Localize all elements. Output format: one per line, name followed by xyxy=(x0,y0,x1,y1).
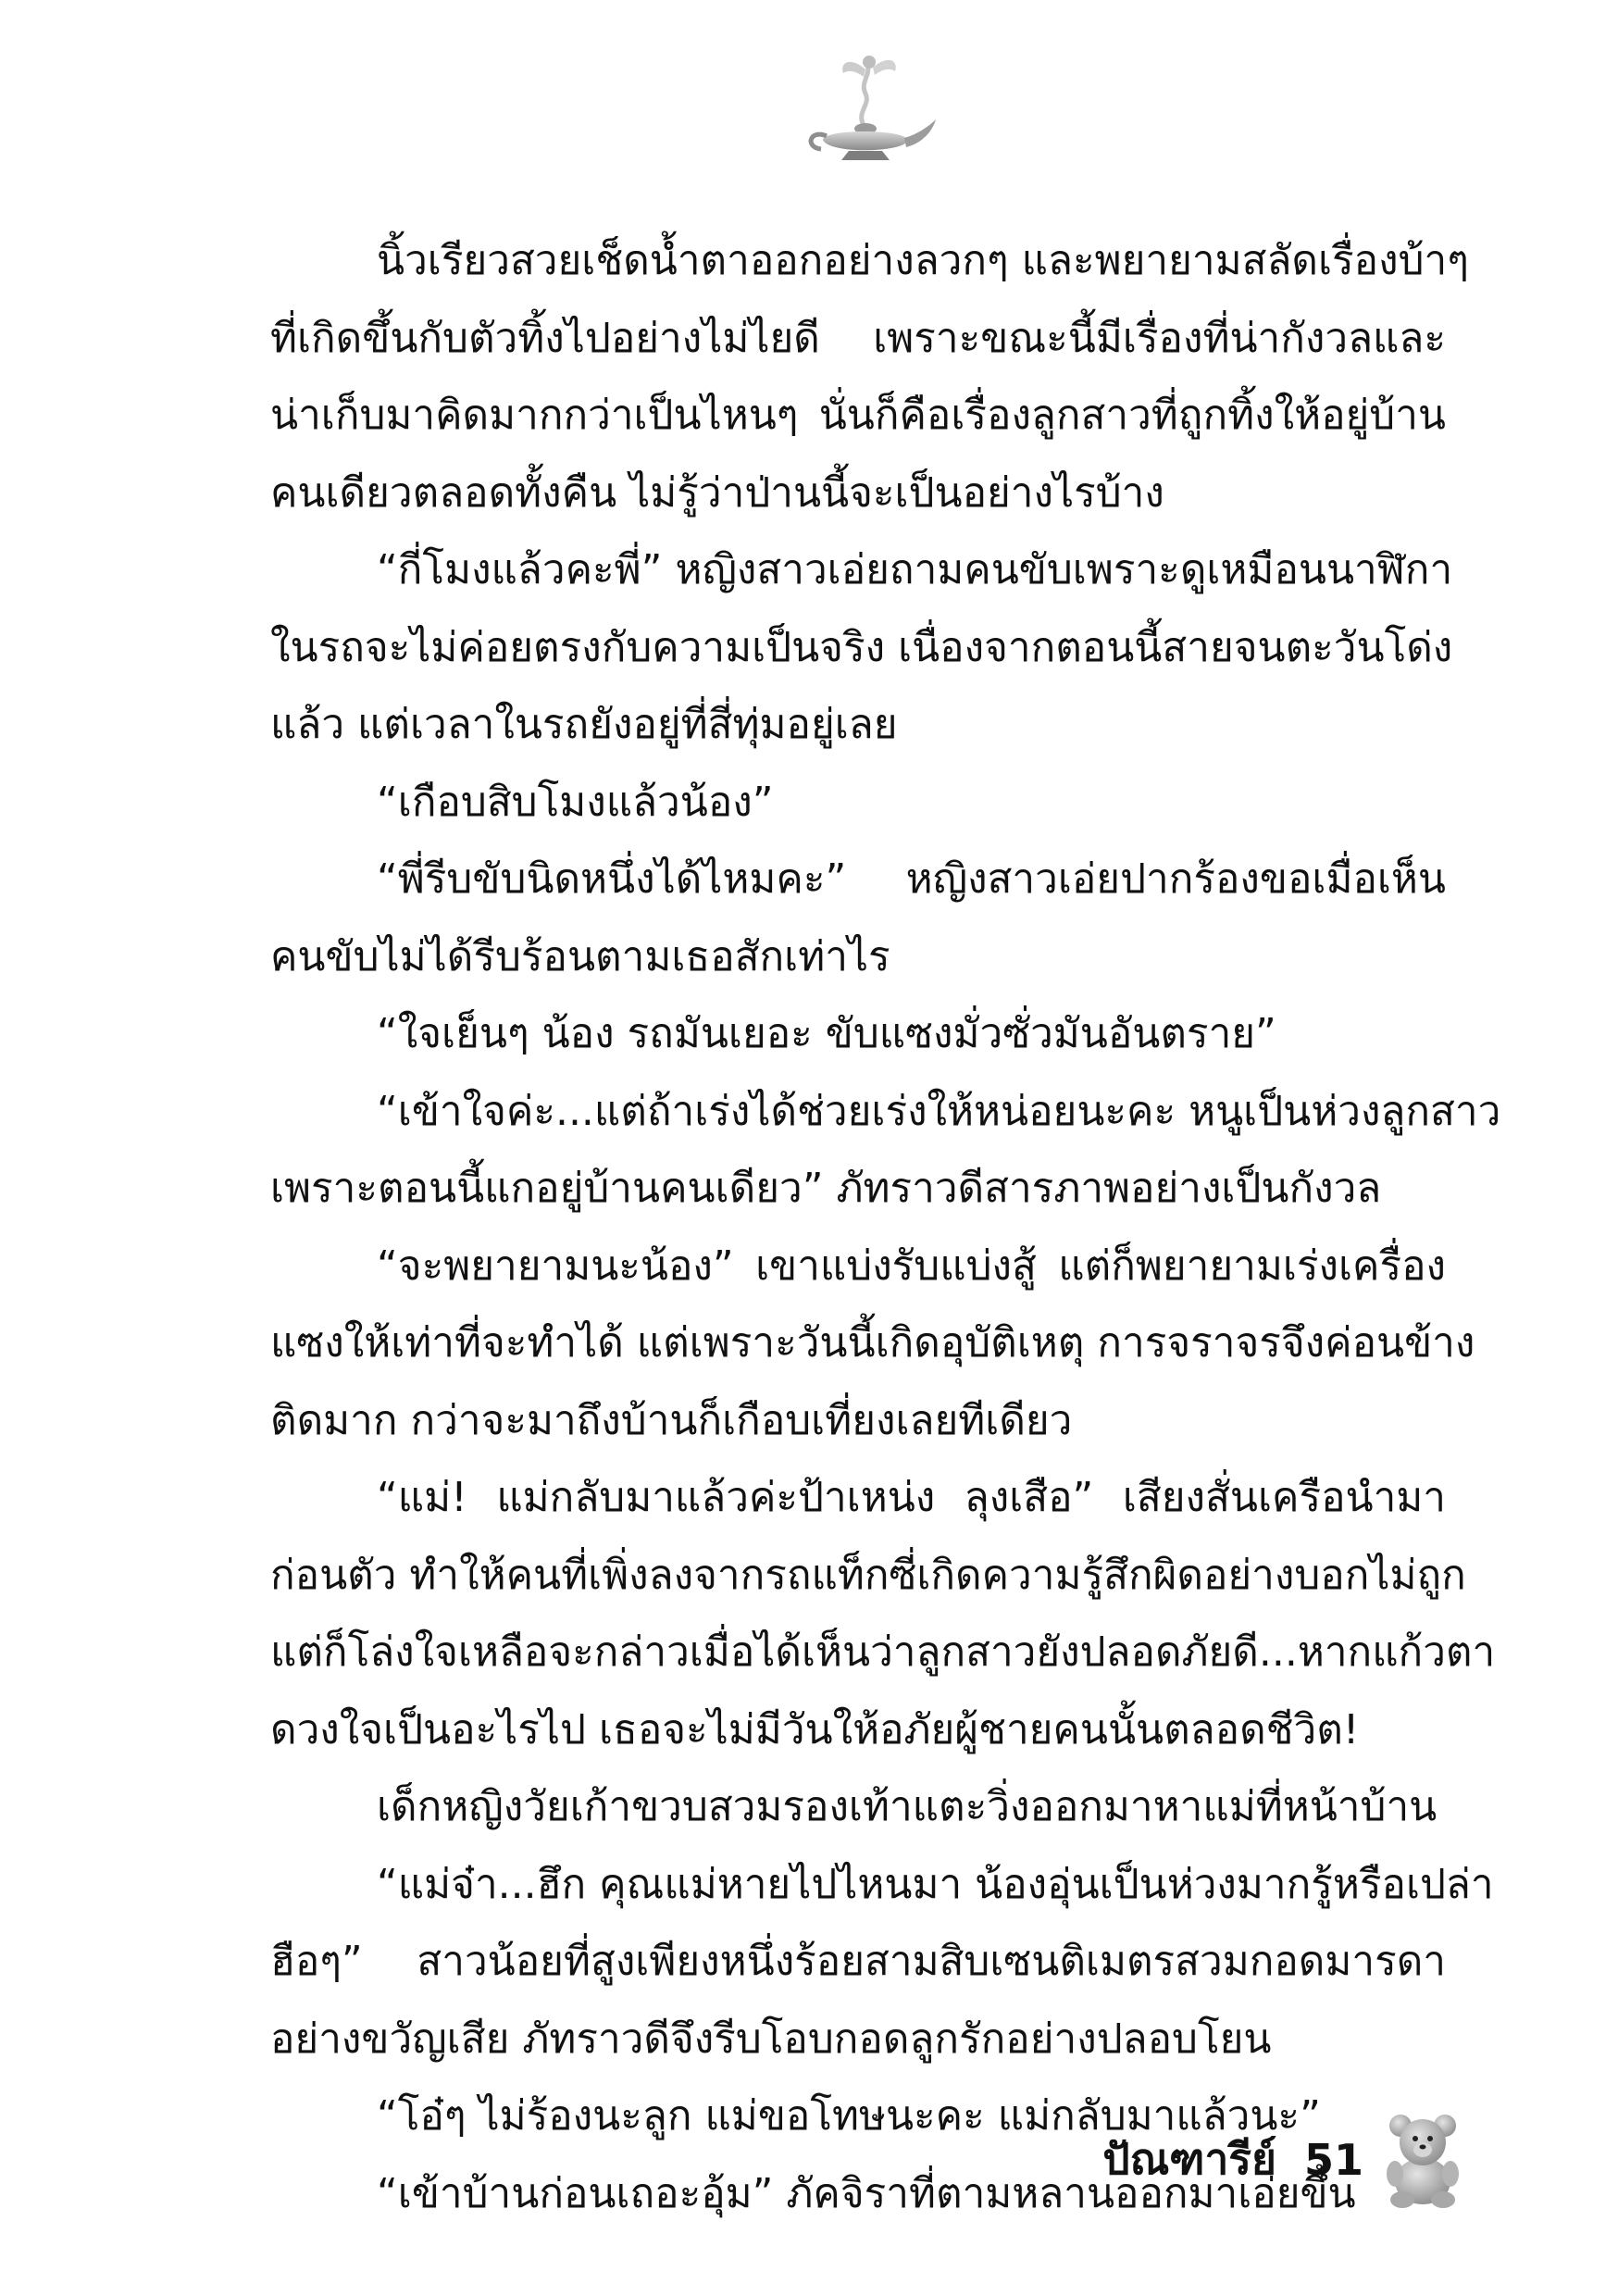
footer-author: ปัณฑารีย์ xyxy=(1102,2134,1276,2184)
genie-lamp-icon xyxy=(791,51,940,167)
body-text xyxy=(270,222,1501,2232)
text-line: ในรถจะไม่ค่อยตรงกับความเป็นจริง เนื่องจากตอนนี้สายจนตะวันโด่ง xyxy=(270,623,1453,671)
text-line: คนขับไม่ได้รีบร้อนตามเธอสักเท่าไร xyxy=(270,932,890,980)
text-line: แซงให้เท่าที่จะทำได้ แต่เพราะวันนี้เกิดอุบัติเหตุ การจราจรจึงค่อนข้าง xyxy=(270,1319,1475,1366)
page-footer xyxy=(1102,2111,1465,2208)
text-line: แล้ว แต่เวลาในรถยังอยู่ที่สี่ทุ่มอยู่เลย xyxy=(270,701,898,748)
text-line: “ใจเย็นๆ น้อง รถมันเยอะ ขับแซงมั่วซั่วมันอันตราย” xyxy=(377,1010,1276,1057)
text-line: ฮือๆ” สาวน้อยที่สูงเพียงหนึ่งร้อยสามสิบเซนติเมตรสวมกอดมารดา xyxy=(270,1938,1446,1985)
text-line: นิ้วเรียวสวยเช็ดน้ำตาออกอย่างลวกๆ และพยายามสลัดเรื่องบ้าๆ xyxy=(377,237,1469,284)
text-line: ก่อนตัว ทำให้คนที่เพิ่งลงจากรถแท็กซี่เกิดความรู้สึกผิดอย่างบอกไม่ถูก xyxy=(270,1551,1466,1599)
text-line: “แม่! แม่กลับมาแล้วค่ะป้าเหน่ง ลุงเสือ” เสียงสั่นเครือนำมา xyxy=(377,1474,1446,1521)
text-line: “กี่โมงแล้วคะพี่” หญิงสาวเอ่ยถามคนขับเพราะดูเหมือนนาฬิกา xyxy=(377,546,1453,593)
text-line: “เกือบสิบโมงแล้วน้อง” xyxy=(377,778,774,826)
text-line: “เข้าใจค่ะ...แต่ถ้าเร่งได้ช่วยเร่งให้หน่อยนะคะ หนูเป็นห่วงลูกสาว xyxy=(377,1087,1501,1135)
text-line: คนเดียวตลอดทั้งคืน ไม่รู้ว่าป่านนี้จะเป็นอย่างไรบ้าง xyxy=(270,468,1164,517)
text-line: น่าเก็บมาคิดมากกว่าเป็นไหนๆ นั่นก็คือเรื่องลูกสาวที่ถูกทิ้งให้อยู่บ้าน xyxy=(270,392,1446,439)
page-number: 51 xyxy=(1303,2134,1363,2185)
text-line: แต่ก็โล่งใจเหลือจะกล่าวเมื่อได้เห็นว่าลูกสาวยังปลอดภัยดี...หากแก้วตา xyxy=(270,1628,1496,1676)
text-line: “โอ๋ๆ ไม่ร้องนะลูก แม่ขอโทษนะคะ แม่กลับมาแล้วนะ” xyxy=(377,2092,1321,2140)
text-line: “เข้าบ้านก่อนเถอะอุ้ม” ภัคจิราที่ตามหลานออกมาเอ่ยขึ้น xyxy=(377,2169,1356,2217)
text-line: ดวงใจเป็นอะไรไป เธอจะไม่มีวันให้อภัยผู้ชายคนนั้นตลอดชีวิต! xyxy=(270,1705,1360,1753)
text-line: เด็กหญิงวัยเก้าขวบสวมรองเท้าแตะวิ่งออกมาหาแม่ที่หน้าบ้าน xyxy=(377,1783,1438,1830)
text-line: “แม่จ๋า...ฮึก คุณแม่หายไปไหนมา น้องอุ่นเป็นห่วงมากรู้หรือเปล่า xyxy=(377,1860,1494,1908)
teddy-bear-icon xyxy=(1380,2111,1465,2208)
text-line: ที่เกิดขึ้นกับตัวทิ้งไปอย่างไม่ไยดี เพราะขณะนี้มีเรื่องที่น่ากังวลและ xyxy=(270,314,1446,362)
text-line: ติดมาก กว่าจะมาถึงบ้านก็เกือบเที่ยงเลยทีเดียว xyxy=(270,1396,1073,1444)
text-line: อย่างขวัญเสีย ภัทราวดีจึงรีบโอบกอดลูกรักอย่างปลอบโยน xyxy=(270,2015,1272,2063)
text-line: เพราะตอนนี้แกอยู่บ้านคนเดียว” ภัทราวดีสารภาพอย่างเป็นกังวล xyxy=(270,1165,1382,1212)
text-line: “พี่รีบขับนิดหนึ่งได้ไหมคะ” หญิงสาวเอ่ยปากร้องขอเมื่อเห็น xyxy=(377,855,1446,903)
text-line: “จะพยายามนะน้อง” เขาแบ่งรับแบ่งสู้ แต่ก็พยายามเร่งเครื่อง xyxy=(377,1242,1446,1290)
